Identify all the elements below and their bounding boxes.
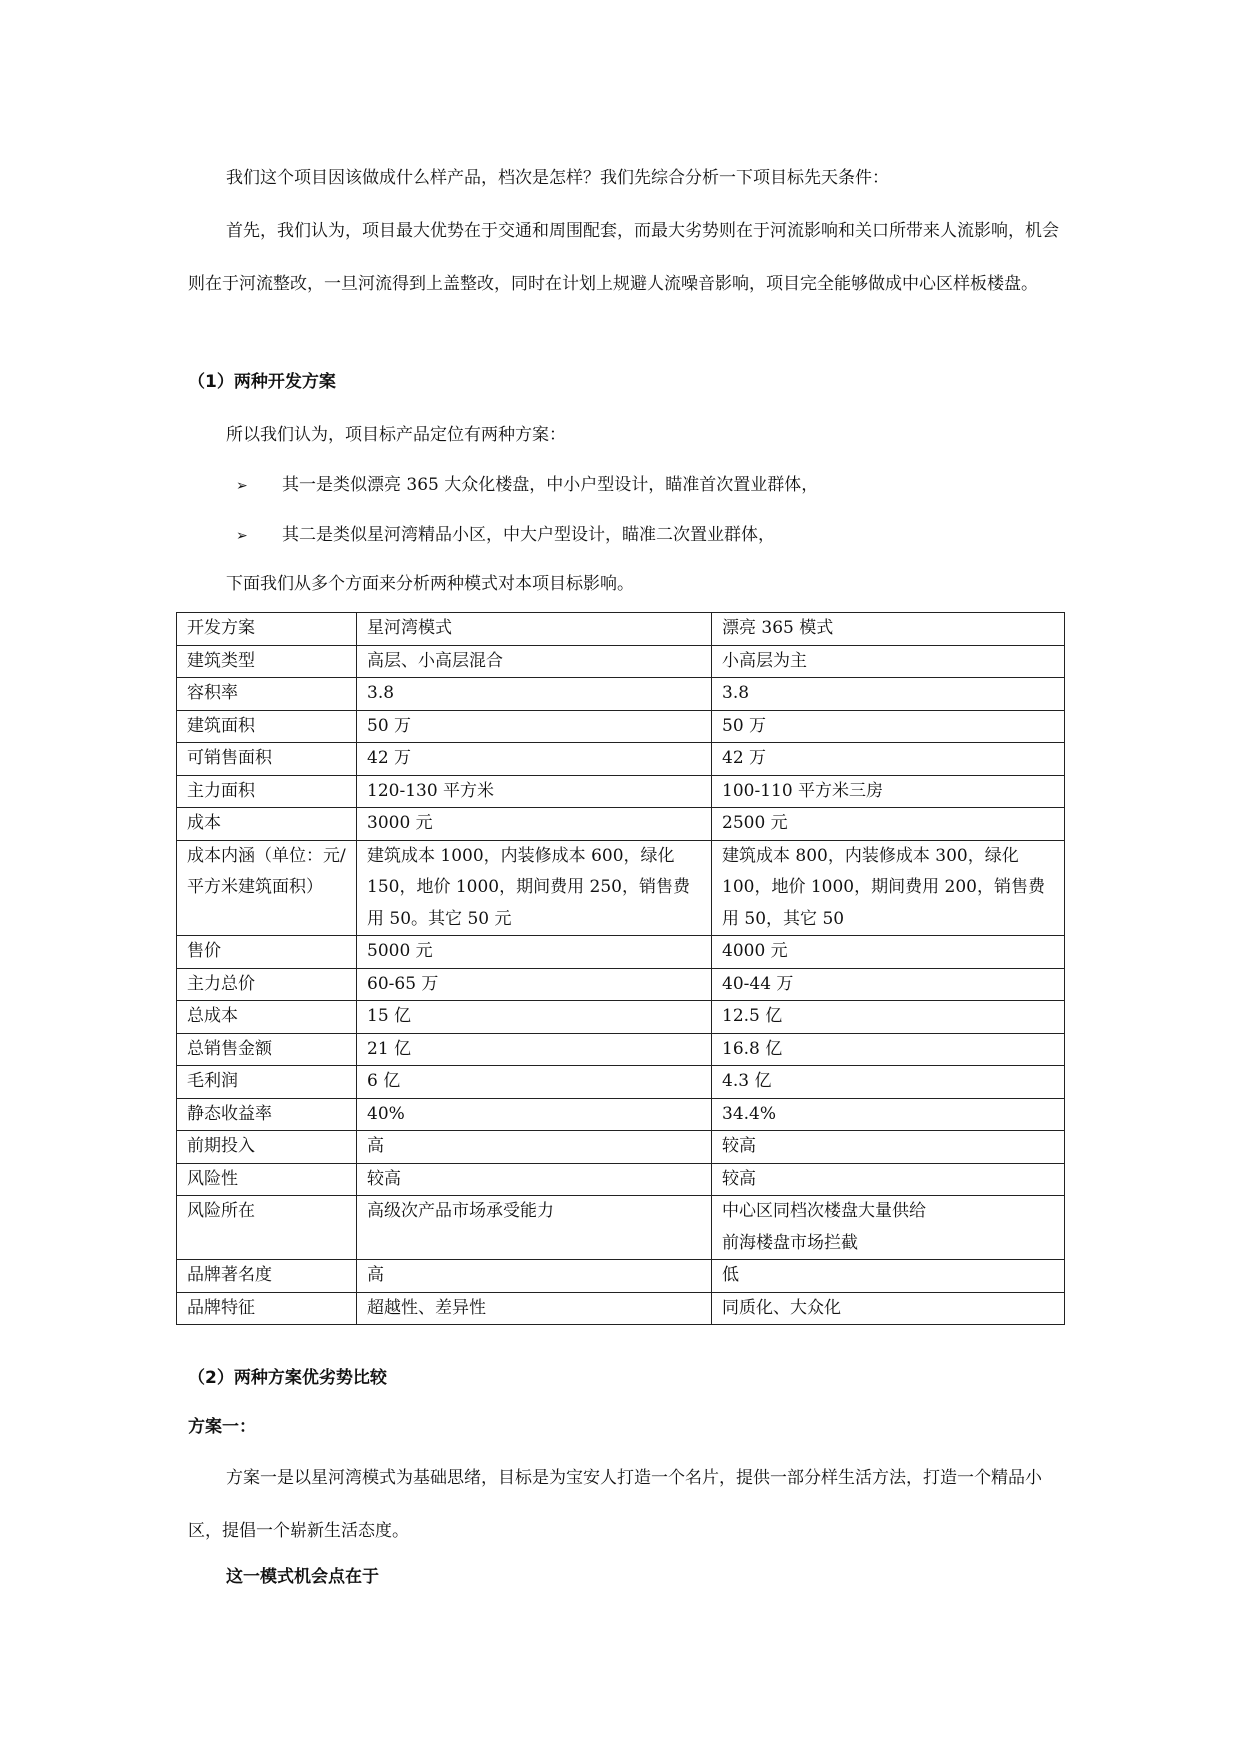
table-cell: 风险性 [177,1163,357,1196]
arrow-bullet-icon: ➢ [236,528,248,544]
table-cell: 售价 [177,936,357,969]
table-row [177,1001,1065,1034]
table-cell: 建筑类型 [177,645,357,678]
bullet-text-1: 其一是类似漂亮 365 大众化楼盘，中小户型设计，瞄准首次置业群体， [282,475,819,495]
table-row [177,1292,1065,1325]
table-cell: 较高 [712,1163,1065,1196]
table-row [177,1163,1065,1196]
table-cell: 3000 元 [357,808,712,841]
table-cell: 毛利润 [177,1066,357,1099]
table-row [177,1196,1065,1260]
table-row [177,743,1065,776]
table-cell: 前期投入 [177,1131,357,1164]
table-cell: 120-130 平方米 [357,775,712,808]
table-cell: 3.8 [712,678,1065,711]
table-cell: 成本 [177,808,357,841]
table-cell: 容积率 [177,678,357,711]
table-row [177,775,1065,808]
table-cell: 2500 元 [712,808,1065,841]
table-cell: 品牌特征 [177,1292,357,1325]
table-cell: 高层、小高层混合 [357,645,712,678]
section1-lead: 所以我们认为，项目标产品定位有两种方案： [226,425,566,445]
table-cell: 42 万 [357,743,712,776]
table-cell: 低 [712,1260,1065,1293]
table-cell: 34.4% [712,1098,1065,1131]
comparison-table [176,612,1065,1325]
section1-heading: （1）两种开发方案 [188,372,336,392]
table-cell: 4000 元 [712,936,1065,969]
table-row [177,1131,1065,1164]
table-cell: 风险所在 [177,1196,357,1260]
table-cell: 品牌著名度 [177,1260,357,1293]
table-row [177,645,1065,678]
table-cell: 高级次产品市场承受能力 [357,1196,712,1260]
table-cell: 小高层为主 [712,645,1065,678]
table-cell: 5000 元 [357,936,712,969]
table-cell: 高 [357,1260,712,1293]
table-cell: 静态收益率 [177,1098,357,1131]
table-cell: 100-110 平方米三房 [712,775,1065,808]
table-cell: 较高 [712,1131,1065,1164]
table-cell: 总成本 [177,1001,357,1034]
table-row [177,808,1065,841]
intro-paragraph-2: 首先，我们认为，项目最大优势在于交通和周围配套，而最大劣势则在于河流影响和关口所带来人流影响，机会则在于河流整改，一旦河流得到上盖整改，同时在计划上规避人流噪音影响，项目完全能够做成中心区样板楼盘。 [188,221,1059,294]
bullet-item-2 [236,520,775,551]
table-cell: 较高 [357,1163,712,1196]
table-row [177,678,1065,711]
section1-after: 下面我们从多个方面来分析两种模式对本项目标影响。 [226,574,634,594]
table-cell: 漂亮 365 模式 [712,613,1065,646]
table-cell: 16.8 亿 [712,1033,1065,1066]
section2-heading: （2）两种方案优劣势比较 [188,1368,387,1388]
table-cell: 6 亿 [357,1066,712,1099]
table-cell: 3.8 [357,678,712,711]
table-row [177,1098,1065,1131]
table-cell: 60-65 万 [357,968,712,1001]
table-cell: 建筑成本 800，内装修成本 300，绿化 100，地价 1000，期间费用 200，销售费用 50，其它 50 [712,840,1065,936]
table-cell: 主力总价 [177,968,357,1001]
table-row [177,1260,1065,1293]
table-cell: 50 万 [357,710,712,743]
table-cell: 40% [357,1098,712,1131]
table-cell: 建筑面积 [177,710,357,743]
table-cell: 建筑成本 1000，内装修成本 600，绿化 150，地价 1000，期间费用 250，销售费用 50。其它 50 元 [357,840,712,936]
table-row [177,936,1065,969]
table-cell: 可销售面积 [177,743,357,776]
table-cell: 50 万 [712,710,1065,743]
table-cell: 总销售金额 [177,1033,357,1066]
table-cell: 4.3 亿 [712,1066,1065,1099]
table-cell: 40-44 万 [712,968,1065,1001]
arrow-bullet-icon: ➢ [236,478,248,494]
bullet-item-1 [236,470,818,501]
section2-sub2: 这一模式机会点在于 [226,1567,379,1587]
table-row [177,1066,1065,1099]
table-cell: 高 [357,1131,712,1164]
table-cell: 主力面积 [177,775,357,808]
table-cell: 42 万 [712,743,1065,776]
table-cell: 15 亿 [357,1001,712,1034]
table-cell: 同质化、大众化 [712,1292,1065,1325]
table-cell: 超越性、差异性 [357,1292,712,1325]
table-row [177,1033,1065,1066]
table-cell: 成本内涵（单位：元/平方米建筑面积） [177,840,357,936]
table-row [177,710,1065,743]
table-row [177,968,1065,1001]
intro-paragraph-1: 我们这个项目因该做成什么样产品，档次是怎样？我们先综合分析一下项目标先天条件： [226,168,889,188]
section2-paragraph: 方案一是以星河湾模式为基础思绪，目标是为宝安人打造一个名片，提供一部分样生活方法，打造一个精品小区，提倡一个崭新生活态度。 [188,1468,1042,1541]
table-cell: 21 亿 [357,1033,712,1066]
table-cell: 中心区同档次楼盘大量供给 前海楼盘市场拦截 [712,1196,1065,1260]
table-cell: 星河湾模式 [357,613,712,646]
table-row [177,613,1065,646]
bullet-text-2: 其二是类似星河湾精品小区，中大户型设计，瞄准二次置业群体， [282,525,775,545]
section2-subheading: 方案一： [188,1417,256,1437]
table-cell: 12.5 亿 [712,1001,1065,1034]
table-cell: 开发方案 [177,613,357,646]
table-row [177,840,1065,936]
